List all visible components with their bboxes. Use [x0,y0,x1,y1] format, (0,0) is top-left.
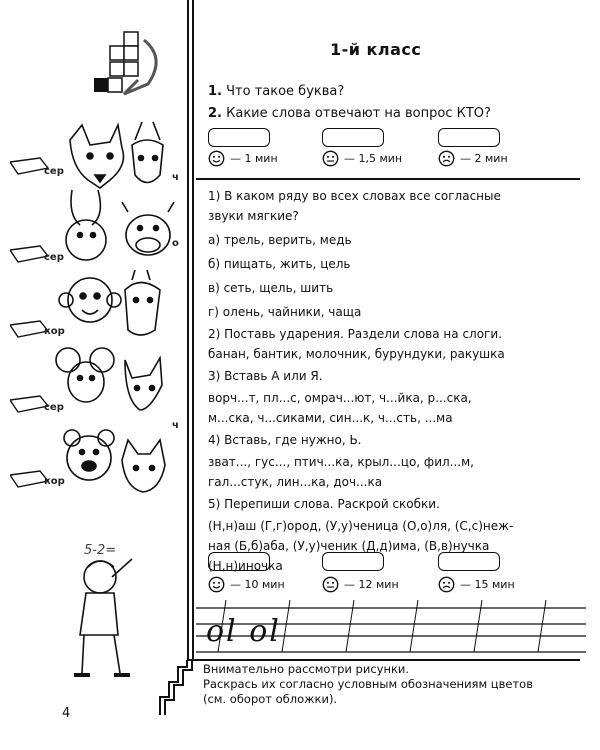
time-label-neutral: — 12 мин [344,578,399,591]
task-line: 2) Поставь ударения. Раздели слова на слоги. [208,327,502,341]
time-label-happy: — 10 мин [230,578,285,591]
neutral-face-icon [322,576,339,593]
margin-line-inner [192,0,194,660]
task-line: а) трель, верить, медь [208,233,352,247]
time-label-sad: — 2 мин [460,152,508,165]
task-line: зват..., гус..., птич...ка, крыл...цо, фил...м, [208,455,474,469]
question-text: Что такое буква? [226,84,345,99]
task-line: (Н,н)аш (Г,г)ород, (У,у)ченица (О,о)ля, (С,с)неж- [208,519,514,533]
page-title: 1-й класс [330,40,422,59]
animal-illustrations [10,120,180,520]
pencil-label: сер [44,166,64,177]
pencil-label: ч [172,172,179,183]
task-line: (Н,н)иночка [208,559,283,573]
task-line: г) олень, чайники, чаща [208,305,362,319]
question-1 [208,84,344,99]
task-line: ворч...т, пл...с, омрач...ют, ч...йка, р...ска, [208,391,472,405]
answer-box-2[interactable] [322,128,384,147]
footer-line: Внимательно рассмотри рисунки. [203,662,410,676]
time-label-sad: — 15 мин [460,578,515,591]
neutral-face-icon [322,150,339,167]
task-line: 3) Вставь А или Я. [208,369,323,383]
page-number: 4 [62,706,71,721]
pencil-label: о [172,238,179,249]
question-text: Какие слова отвечают на вопрос КТО? [226,106,491,121]
question-2 [208,106,491,121]
sad-face-icon [438,576,455,593]
equation-text: 5-2= [84,543,117,558]
answer-box-1[interactable] [208,128,270,147]
task-line: гал...стук, лин...ка, доч...ка [208,475,383,489]
task-line: в) сеть, щель, шить [208,281,334,295]
pencil-label: кор [44,326,65,337]
footer-line: Раскрась их согласно условным обозначениям цветов [203,677,533,691]
task-line: 4) Вставь, где нужно, Ь. [208,433,362,447]
answer-box-3[interactable] [438,128,500,147]
margin-line-outer [187,0,189,660]
time-label-neutral: — 1,5 мин [344,152,403,165]
answer-box-4[interactable] [208,552,270,571]
task-line: б) пищать, жить, цель [208,257,351,271]
task-line: звуки мягкие? [208,209,299,223]
footer-instructions [203,662,533,707]
task-line: банан, бантик, молочник, бурундуки, ракушка [208,347,505,361]
answer-box-5[interactable] [322,552,384,571]
pencil-label: кор [44,476,65,487]
question-number: 1. [208,84,222,99]
logo-cubes-icon [86,28,166,100]
task-line: м...ска, ч...сиками, син...к, ч...сть, ...ма [208,411,453,425]
pencil-label: сер [44,402,64,413]
happy-face-icon [208,150,225,167]
sad-face-icon [438,150,455,167]
footer-line: (см. оборот обложки). [203,692,338,706]
answer-box-6[interactable] [438,552,500,571]
task-line: 1) В каком ряду во всех словах все согласные [208,189,501,203]
time-label-happy: — 1 мин [230,152,278,165]
question-number: 2. [208,106,222,121]
pencil-label: ч [172,420,179,431]
pencil-label: сер [44,252,64,263]
task-line: ная (Б,б)аба, (У,у)ченик (Д,д)има, (В,в)нучка [208,539,490,553]
divider [196,178,580,180]
happy-face-icon [208,576,225,593]
task-line: 5) Перепиши слова. Раскрой скобки. [208,497,440,511]
handwriting-sample: ol ol [206,614,281,649]
task-list [208,186,588,576]
boy-illustration [60,555,150,685]
